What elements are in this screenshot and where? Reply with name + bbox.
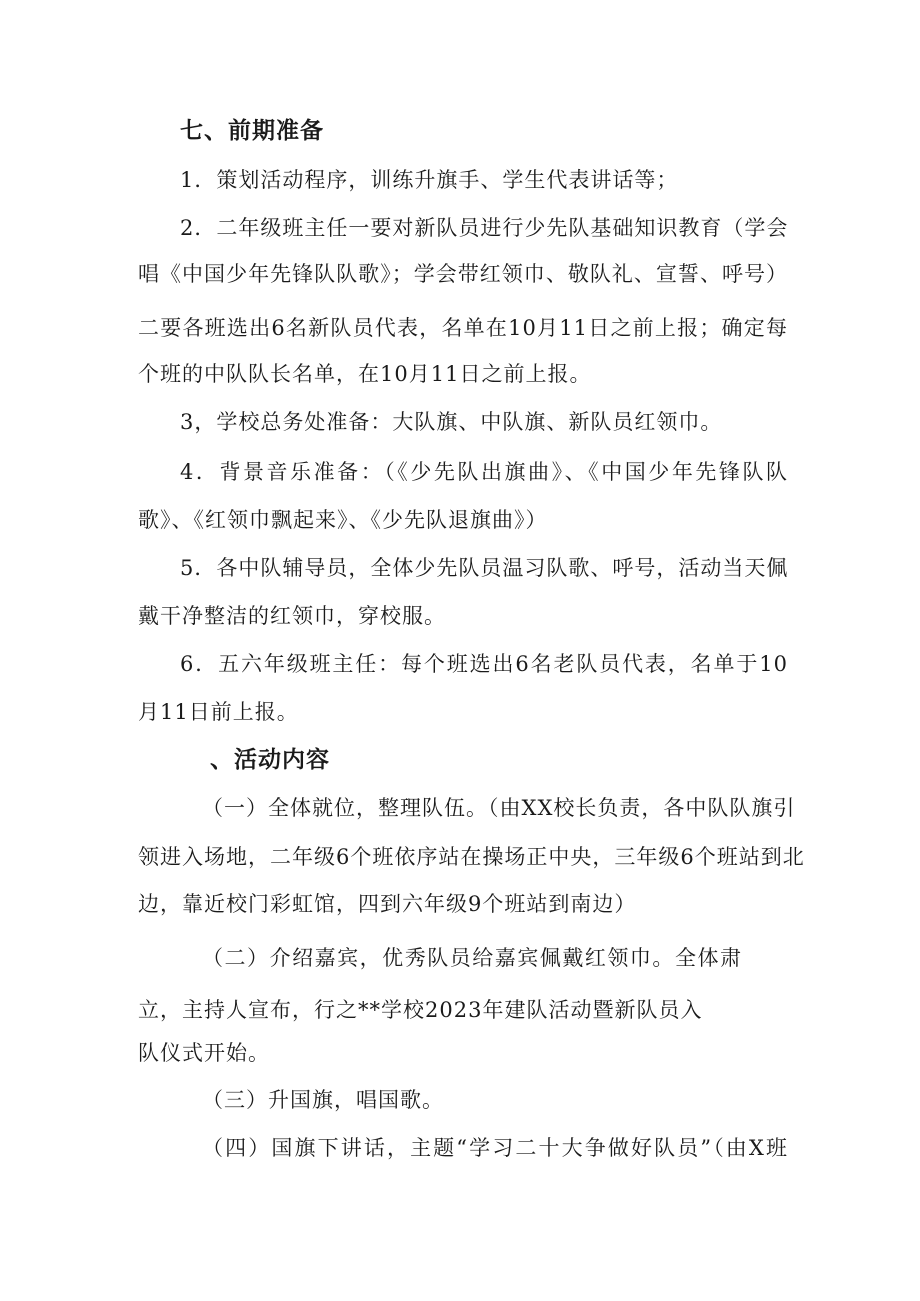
prep-item-2-line-1: 2．二年级班主任一要对新队员进行少先队基础知识教育（学会	[180, 216, 789, 240]
activity-p3: （三）升国旗，唱国歌。	[202, 1088, 444, 1112]
activity-p4-line-1: （四）国旗下讲话，主题“学习二十大争做好队员”（由X班	[202, 1136, 788, 1160]
prep-item-2-line-3: 二要各班选出6名新队员代表，名单在10月11日之前上报；确定每	[138, 316, 788, 340]
prep-item-4-line-1: 4．背景音乐准备：（《少先队出旗曲》、《中国少年先锋队队	[180, 460, 788, 484]
prep-item-1: 1．策划活动程序，训练升旗手、学生代表讲话等；	[180, 168, 679, 192]
activity-p1-line-1: （一）全体就位，整理队伍。（由XX校长负责，各中队队旗引	[202, 796, 796, 820]
activity-p2-line-1: （二）介绍嘉宾，优秀队员给嘉宾佩戴红领巾。全体肃	[202, 946, 742, 970]
prep-item-6-line-2: 月11日前上报。	[138, 700, 299, 724]
activity-p2-line-3: 队仪式开始。	[138, 1041, 270, 1065]
prep-item-2-line-2: 唱《中国少年先锋队队歌》；学会带红领巾、敬队礼、宣誓、呼号）	[138, 262, 788, 286]
prep-item-5-line-2: 戴干净整洁的红领巾，穿校服。	[138, 604, 446, 628]
activity-p1-line-2: 领进入场地，二年级6个班依序站在操场正中央，三年级6个班站到北	[138, 845, 805, 869]
prep-item-5-line-1: 5．各中队辅导员，全体少先队员温习队歌、呼号，活动当天佩	[180, 556, 789, 580]
activity-p1-line-3: 边，靠近校门彩虹馆，四到六年级9个班站到南边）	[138, 892, 637, 916]
prep-item-2-line-4: 个班的中队队长名单，在10月11日之前上报。	[138, 362, 592, 386]
prep-item-6-line-1: 6．五六年级班主任：每个班选出6名老队员代表，名单于10	[180, 652, 788, 676]
section-heading-preparation: 七、前期准备	[180, 118, 324, 144]
prep-item-3: 3，学校总务处准备：大队旗、中队旗、新队员红领巾。	[180, 410, 723, 434]
prep-item-4-line-2: 歌》、《红领巾飘起来》、《少先队退旗曲》）	[138, 508, 548, 532]
activity-p2-line-2: 立，主持人宣布，行之**学校2023年建队活动暨新队员入	[138, 998, 703, 1022]
section-heading-activity: 、活动内容	[210, 747, 330, 773]
